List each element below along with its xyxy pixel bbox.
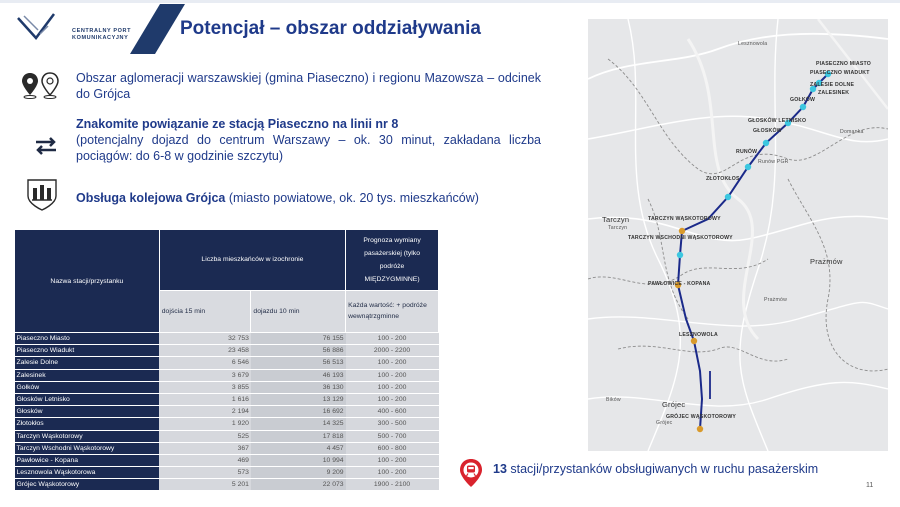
map-label-runow-pgr-1: Runów PGR (758, 159, 789, 165)
station-marker (679, 228, 685, 234)
bullet-connection-bold: Znakomite powiązanie ze stacją Piaseczno na linii nr 8 (76, 117, 399, 131)
drive-population-cell: 4 457 (251, 442, 346, 454)
map-label-zalesinek: ZALESINEK (818, 90, 850, 96)
forecast-cell: 100 - 200 (346, 467, 439, 479)
table-row (15, 369, 439, 381)
table-row (15, 357, 439, 369)
map-label-tarczyn-wschodni: TARCZYN WSCHODNI WĄSKOTOROWY (628, 235, 733, 241)
table-row (15, 333, 439, 345)
station-name-cell: Lesznowola Wąskotorowa (15, 467, 160, 479)
table-row (15, 467, 439, 479)
footer-summary (493, 462, 818, 476)
table-row (15, 454, 439, 466)
station-marker (677, 252, 683, 258)
station-name-cell: Tarczyn Wąskotorowy (15, 430, 160, 442)
walk-population-cell: 6 546 (159, 357, 251, 369)
col-header-population: Liczba mieszkańców w izochronie (159, 230, 345, 291)
table-row (15, 479, 439, 491)
forecast-cell: 2000 - 2200 (346, 345, 439, 357)
bullet-area-text: Obszar aglomeracji warszawskiej (gmina Piaseczno) i regionu Mazowsza – odcinek do Grójca (76, 71, 541, 101)
walk-population-cell: 3 855 (159, 381, 251, 393)
map-label-piaseczno-wiadukt: PIASECZNO WIADUKT (810, 70, 870, 76)
drive-population-cell: 14 325 (251, 418, 346, 430)
map-label-grojec-waskotorowy: GRÓJEC WĄSKOTOROWY (666, 414, 737, 420)
bullet-grojec-text: (miasto powiatowe, ok. 20 tys. mieszkańców) (225, 191, 479, 205)
walk-population-cell: 23 458 (159, 345, 251, 357)
logo-line2: KOMUNIKACYJNY (72, 34, 129, 41)
map-label-golkow: GOŁKÓW (790, 97, 816, 103)
station-name-cell: Złotokłos (15, 418, 160, 430)
drive-population-cell: 13 129 (251, 393, 346, 405)
drive-population-cell: 56 886 (251, 345, 346, 357)
walk-population-cell: 32 753 (159, 333, 251, 345)
bullet-grojec-bold: Obsługa kolejowa Grójca (76, 191, 226, 205)
map-label-zlotoklos: ZŁOTOKŁOS (706, 176, 740, 182)
forecast-cell: 100 - 200 (346, 369, 439, 381)
map-label-zalesie-dolne: ZALESIE DOLNE (810, 82, 855, 88)
stations-table (14, 229, 439, 491)
table-row (15, 345, 439, 357)
drive-population-cell: 36 130 (251, 381, 346, 393)
map-label-domanka: Domanka (840, 129, 864, 135)
map-label-prazmow: Prażmów (810, 257, 843, 266)
table-row (15, 393, 439, 405)
map-label-tarczyn-small: Tarczyn (608, 225, 628, 231)
drive-population-cell: 17 818 (251, 430, 346, 442)
forecast-cell: 600 - 800 (346, 442, 439, 454)
station-marker (725, 194, 731, 200)
table-row (15, 442, 439, 454)
map-label-lesznowola: LESZNOWOLA (679, 332, 718, 338)
drive-population-cell: 10 994 (251, 454, 346, 466)
bullet-connection-text: (potencjalny dojazd do centrum Warszawy – ok. 30 minut, zakładana liczba pociągów: do 6-8 w godzinie szczytu) (76, 133, 541, 163)
station-name-cell: Zalesie Dolne (15, 357, 160, 369)
forecast-cell: 500 - 700 (346, 430, 439, 442)
forecast-cell: 1900 - 2100 (346, 479, 439, 491)
footer-count: 13 (493, 462, 507, 476)
forecast-cell: 300 - 500 (346, 418, 439, 430)
station-name-cell: Zalesinek (15, 369, 160, 381)
map-label-lesznowola-top: Lesznowola (738, 41, 768, 47)
table-row (15, 418, 439, 430)
sub-header-walk: dojścia 15 min (159, 290, 251, 332)
walk-population-cell: 3 679 (159, 369, 251, 381)
station-name-cell: Pawłowice - Kopana (15, 454, 160, 466)
table-row (15, 406, 439, 418)
transfer-arrows-icon (26, 126, 66, 166)
station-name-cell: Głosków Letnisko (15, 393, 160, 405)
bullet-grojec (20, 182, 540, 222)
forecast-cell: 100 - 200 (346, 393, 439, 405)
station-name-cell: Tarczyn Wschodni Wąskotorowy (15, 442, 160, 454)
map-label-tarczyn: Tarczyn (602, 215, 630, 224)
forecast-cell: 100 - 200 (346, 333, 439, 345)
table-row (15, 381, 439, 393)
city-crest-icon (24, 176, 60, 212)
map-label-grojec-small: Grójec (656, 420, 673, 426)
forecast-cell: 100 - 200 (346, 454, 439, 466)
station-marker (800, 104, 806, 110)
map-label-bikow: Bików (606, 397, 621, 403)
drive-population-cell: 9 209 (251, 467, 346, 479)
route-map (588, 19, 888, 451)
walk-population-cell: 1 920 (159, 418, 251, 430)
train-pin-icon (459, 458, 483, 488)
map-label-tarczyn-waskotorowy: TARCZYN WĄSKOTOROWY (648, 216, 721, 222)
station-name-cell: Piaseczno Miasto (15, 333, 160, 345)
station-marker (691, 338, 697, 344)
station-marker (697, 426, 703, 432)
map-label-piaseczno-miasto: PIASECZNO MIASTO (816, 61, 871, 67)
map-label-runow: RUNÓW (736, 149, 758, 155)
drive-population-cell: 56 513 (251, 357, 346, 369)
station-marker (745, 164, 751, 170)
sub-header-note: Każda wartość: + podróże wewnątrzgminne (346, 290, 439, 332)
station-name-cell: Gołków (15, 381, 160, 393)
drive-population-cell: 76 155 (251, 333, 346, 345)
page-title: Potencjał – obszar oddziaływania (180, 18, 481, 39)
station-marker (763, 140, 769, 146)
map-label-prazmow-small: Prażmów (764, 297, 788, 303)
walk-population-cell: 573 (159, 467, 251, 479)
station-name-cell: Głosków (15, 406, 160, 418)
sub-header-drive: dojazdu 10 min (251, 290, 346, 332)
bullet-connection (20, 116, 540, 168)
forecast-cell: 100 - 200 (346, 357, 439, 369)
map-label-grojec: Grójec (662, 400, 686, 409)
page-number: 11 (866, 482, 874, 489)
walk-population-cell: 5 201 (159, 479, 251, 491)
table-row (15, 430, 439, 442)
col-header-name: Nazwa stacji/przystanku (15, 230, 160, 333)
col-header-forecast: Prognoza wymiany pasażerskiej (tylko podróże MIĘDZYGMINNE) (346, 230, 439, 291)
top-stripe (0, 0, 900, 3)
walk-population-cell: 2 194 (159, 406, 251, 418)
station-name-cell: Grójec Wąskotorowy (15, 479, 160, 491)
walk-population-cell: 469 (159, 454, 251, 466)
forecast-cell: 100 - 200 (346, 381, 439, 393)
drive-population-cell: 16 692 (251, 406, 346, 418)
walk-population-cell: 525 (159, 430, 251, 442)
station-name-cell: Piaseczno Wiadukt (15, 345, 160, 357)
walk-population-cell: 1 616 (159, 393, 251, 405)
walk-population-cell: 367 (159, 442, 251, 454)
drive-population-cell: 22 073 (251, 479, 346, 491)
map-label-gloskow: GŁOSKÓW (753, 128, 782, 134)
map-label-pawlowice: PAWŁOWICE - KOPANA (648, 281, 711, 287)
map-label-gloskow-letnisko: GŁOSKÓW LETNISKO (748, 118, 807, 124)
logo-line1: CENTRALNY PORT (72, 28, 132, 34)
forecast-cell: 400 - 600 (346, 406, 439, 418)
location-pin-icon (20, 70, 64, 100)
footer-text: stacji/przystanków obsługiwanych w ruchu pasażerskim (506, 462, 819, 476)
bullet-area (20, 70, 540, 110)
drive-population-cell: 46 193 (251, 369, 346, 381)
